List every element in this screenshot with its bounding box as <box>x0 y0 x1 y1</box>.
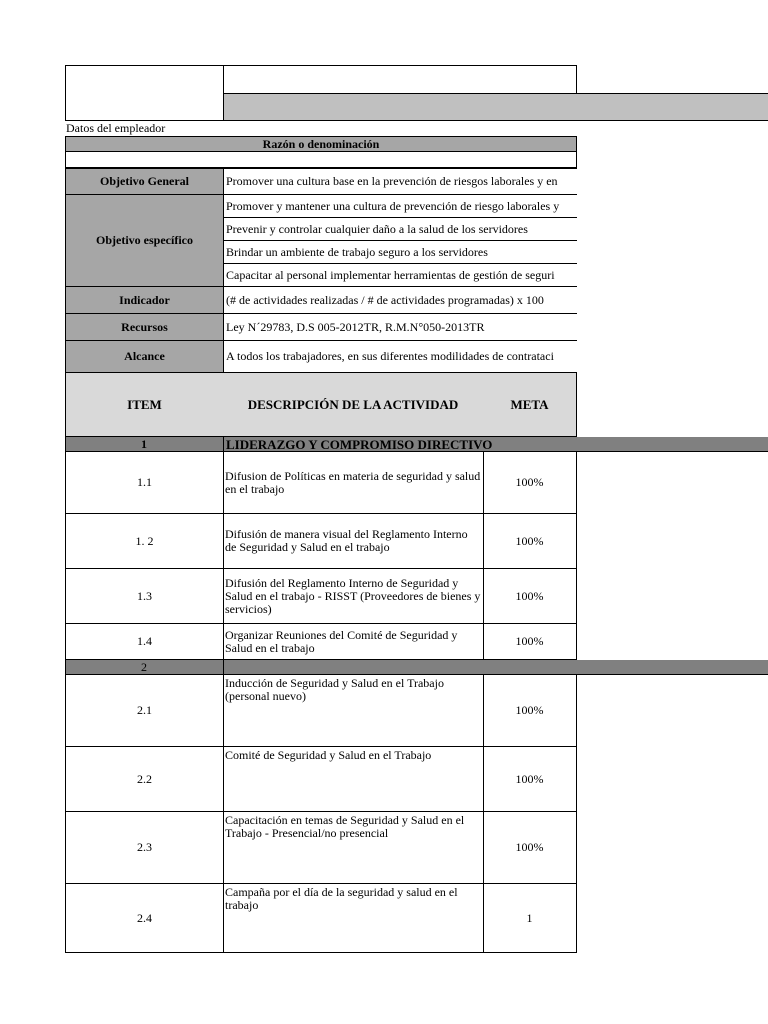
objetivo-especifico-value-1: Promover y mantener una cultura de prevención de riesgo laborales y <box>224 195 577 218</box>
table-row-meta: 100% <box>483 624 577 660</box>
employer-data-label: Datos del empleador <box>66 121 166 135</box>
table-row-meta: 100% <box>483 452 577 514</box>
table-row-desc: Difusión de manera visual del Reglamento Interno de Seguridad y Salud en el trabajo <box>223 514 484 569</box>
section-1-title: LIDERAZGO Y COMPROMISO DIRECTIVO <box>226 437 493 452</box>
table-row-meta: 100% <box>483 569 577 624</box>
table-row-desc: Difusión del Reglamento Interno de Seguridad y Salud en el trabajo - RISST (Proveedores de bienes y servicios) <box>223 569 484 624</box>
objetivo-especifico-value-3: Brindar un ambiente de trabajo seguro a los servidores <box>224 241 577 264</box>
column-header-descripcion: DESCRIPCIÓN DE LA ACTIVIDAD <box>223 373 484 437</box>
subtitle-banner <box>223 93 768 121</box>
recursos-value: Ley N´29783, D.S 005-2012TR, R.M.N°050-2013TR <box>224 314 577 341</box>
table-row-item: 2.4 <box>65 884 224 953</box>
recursos-label: Recursos <box>65 314 224 341</box>
table-row-item: 2.1 <box>65 675 224 747</box>
razon-social-value <box>65 152 577 168</box>
table-row-desc: Campaña por el día de la seguridad y salud en el trabajo <box>223 884 484 953</box>
table-row-item: 1. 2 <box>65 514 224 569</box>
alcance-value: A todos los trabajadores, en sus diferentes modilidades de contrataci <box>224 341 577 373</box>
table-row-meta: 100% <box>483 812 577 884</box>
section-1-number: 1 <box>65 437 224 452</box>
objetivo-especifico-label: Objetivo específico <box>65 195 224 287</box>
section-2-title <box>224 660 624 675</box>
razon-social-header: Razón o denominación <box>65 136 577 152</box>
table-row-desc: Comité de Seguridad y Salud en el Trabajo <box>223 747 484 812</box>
logo-cell <box>65 65 224 121</box>
section-2-number: 2 <box>65 660 224 675</box>
table-row-desc: Inducción de Seguridad y Salud en el Trabajo (personal nuevo) <box>223 675 484 747</box>
table-row-meta: 1 <box>483 884 577 953</box>
table-row-item: 2.2 <box>65 747 224 812</box>
table-row-desc: Organizar Reuniones del Comité de Seguridad y Salud en el trabajo <box>223 624 484 660</box>
table-row-item: 1.1 <box>65 452 224 514</box>
table-row-item: 1.4 <box>65 624 224 660</box>
indicador-value: (# de actividades realizadas / # de actividades programadas) x 100 <box>224 287 577 314</box>
objetivo-general-value: Promover una cultura base en la prevención de riesgos laborales y en <box>224 168 577 195</box>
objetivo-especifico-value-2: Prevenir y controlar cualquier daño a la salud de los servidores <box>224 218 577 241</box>
header-right-border <box>576 65 577 93</box>
column-header-meta: META <box>483 373 577 437</box>
table-row-meta: 100% <box>483 514 577 569</box>
objetivo-especifico-value-4: Capacitar al personal implementar herramientas de gestión de seguri <box>224 264 577 287</box>
column-header-item: ITEM <box>65 373 224 437</box>
table-row-item: 1.3 <box>65 569 224 624</box>
table-row-item: 2.3 <box>65 812 224 884</box>
indicador-label: Indicador <box>65 287 224 314</box>
table-row-desc: Difusion de Políticas en materia de seguridad y salud en el trabajo <box>223 452 484 514</box>
objetivo-general-label: Objetivo General <box>65 168 224 195</box>
title-cell <box>223 65 577 93</box>
table-row-desc: Capacitación en temas de Seguridad y Salud en el Trabajo - Presencial/no presencial <box>223 812 484 884</box>
alcance-label: Alcance <box>65 341 224 373</box>
table-row-meta: 100% <box>483 747 577 812</box>
table-row-meta: 100% <box>483 675 577 747</box>
